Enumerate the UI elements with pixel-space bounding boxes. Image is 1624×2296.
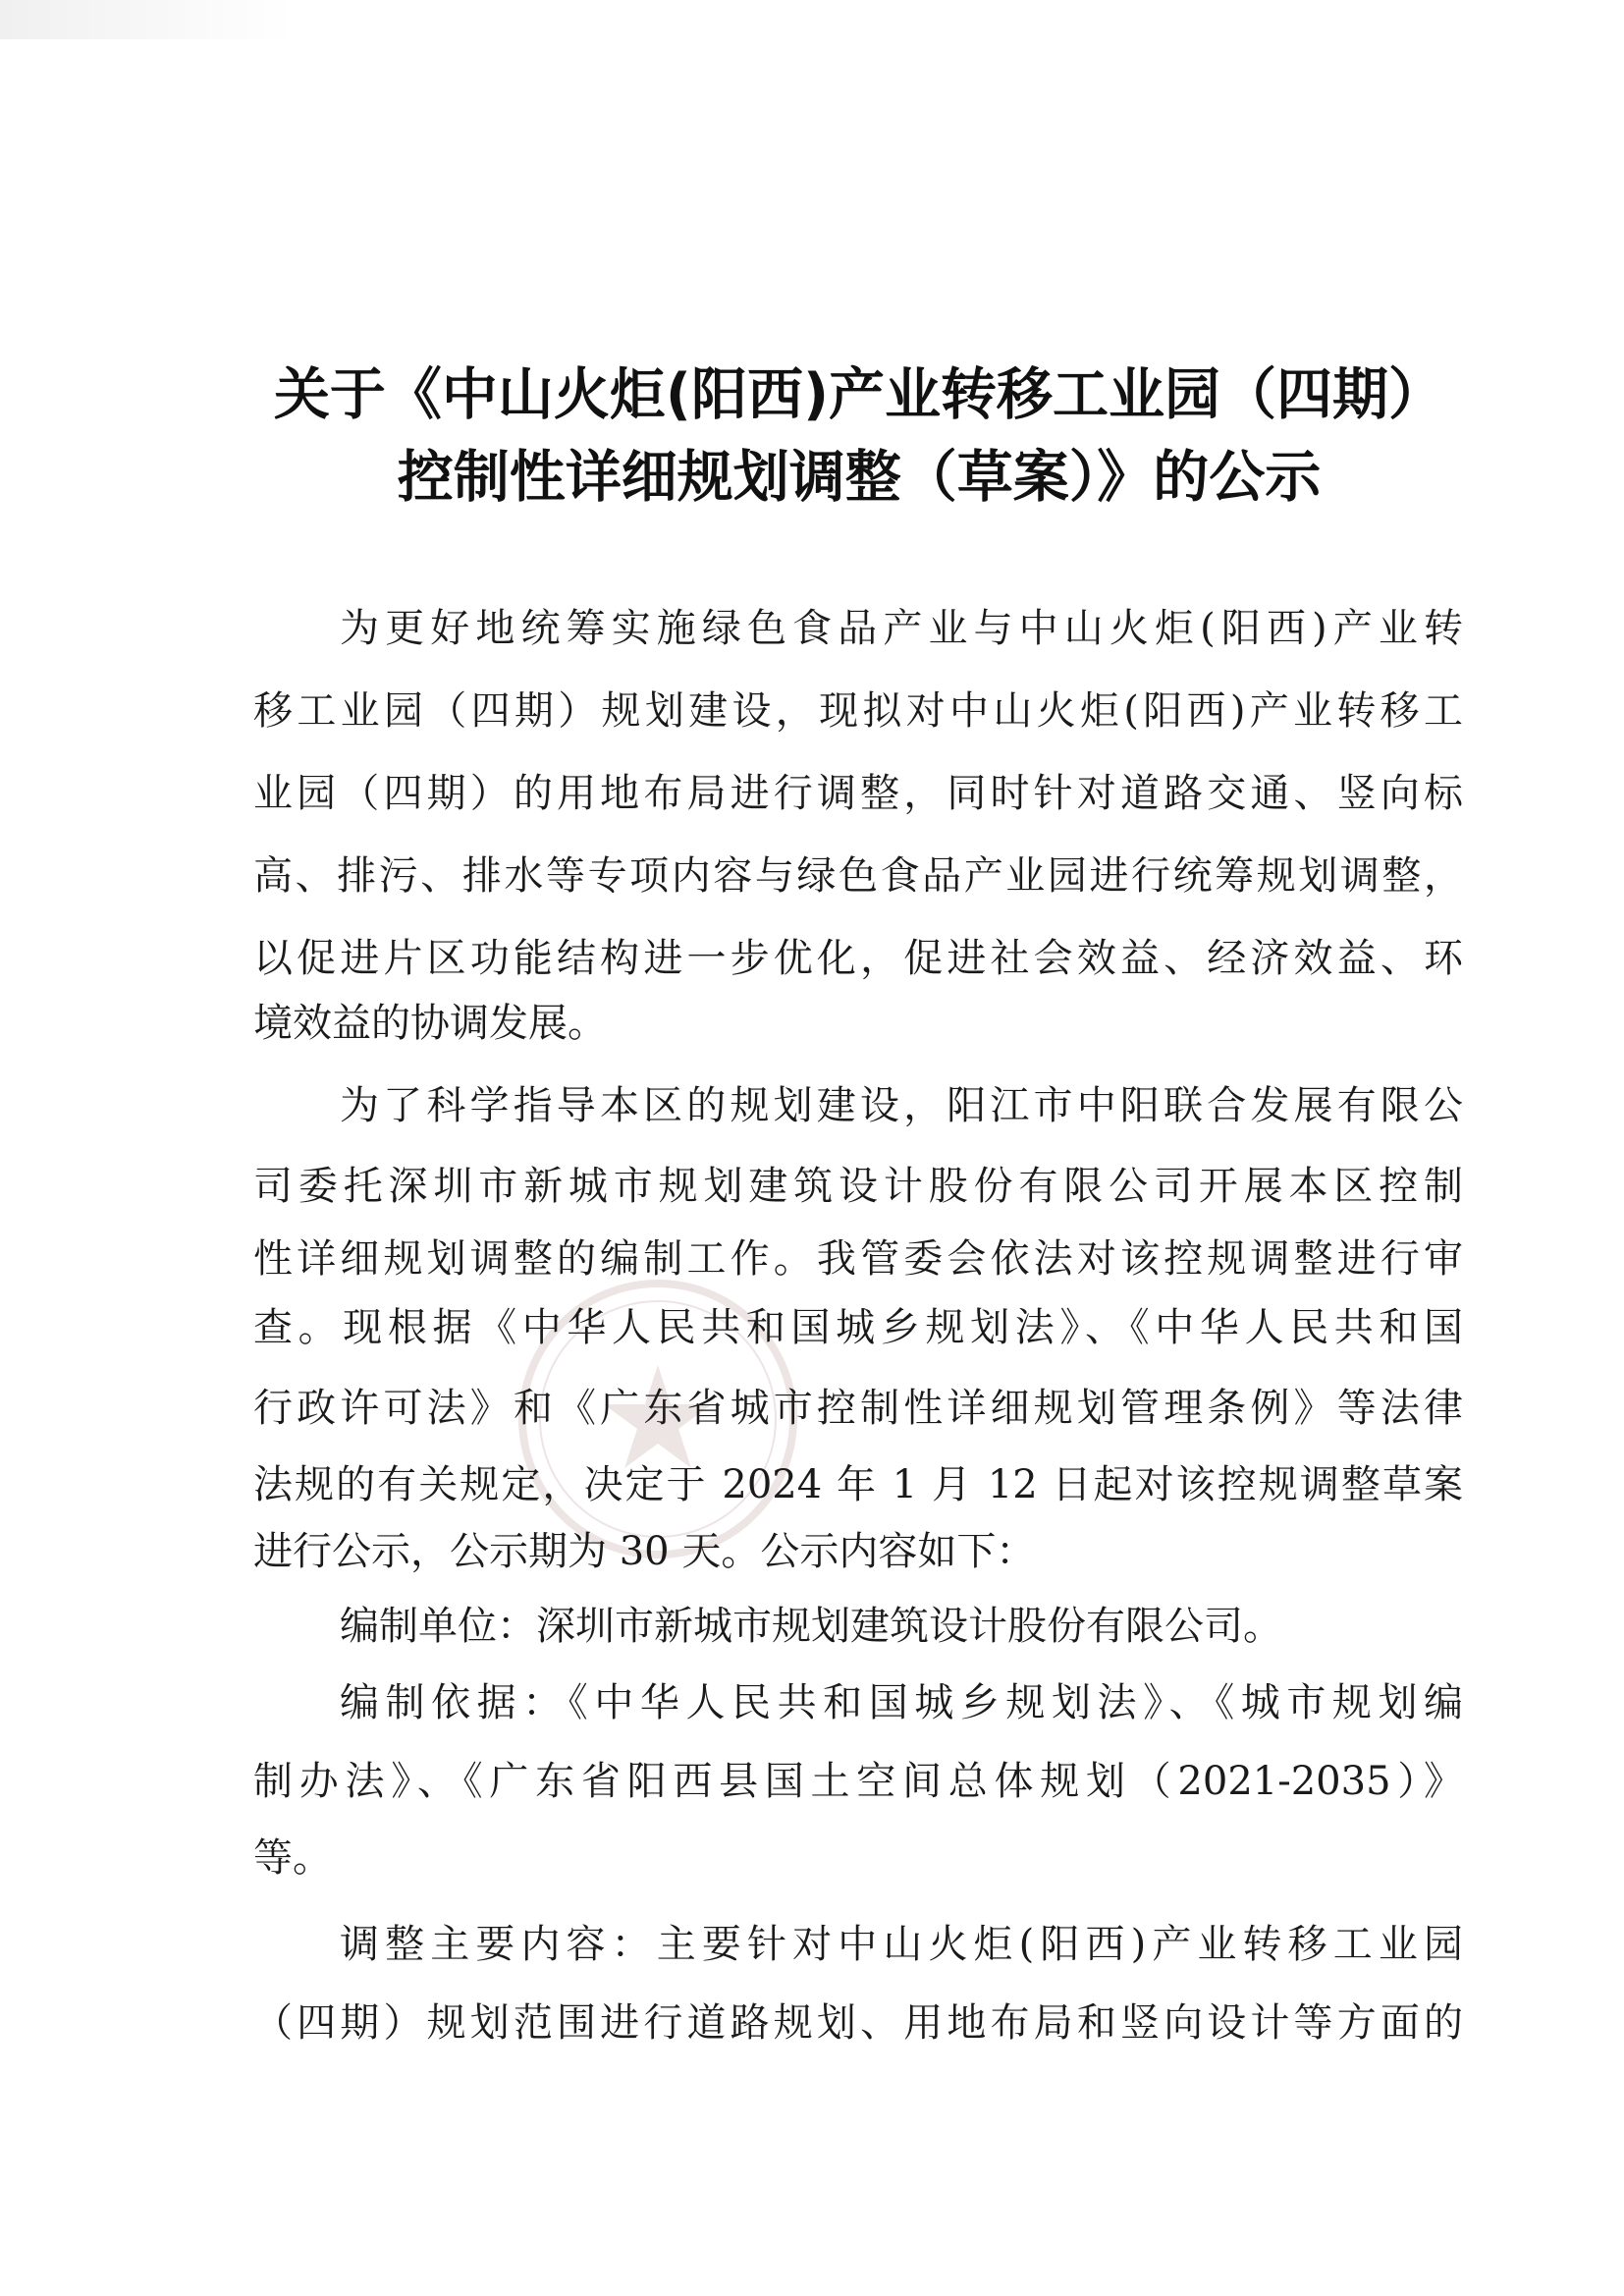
paragraph-2-line-3: 性详细规划调整的编制工作。我管委会依法对该控规调整进行审 bbox=[253, 1236, 1463, 1282]
scan-shadow bbox=[0, 0, 295, 39]
notice-title-line-2: 控制性详细规划调整（草案）》的公示 bbox=[397, 445, 1322, 510]
paragraph-2-line-2: 司委托深圳市新城市规划建筑设计股份有限公司开展本区控制 bbox=[253, 1164, 1463, 1209]
paragraph-2-line-1: 为了科学指导本区的规划建设，阳江市中阳联合发展有限公 bbox=[340, 1083, 1463, 1128]
paragraph-2-line-5: 行政许可法》和《广东省城市控制性详细规划管理条例》等法律 bbox=[253, 1386, 1463, 1431]
paragraph-1-line-1: 为更好地统筹实施绿色食品产业与中山火炬(阳西)产业转 bbox=[340, 606, 1463, 651]
compiling-basis-line-1: 编制依据：《中华人民共和国城乡规划法》、《城市规划编 bbox=[340, 1680, 1463, 1725]
paragraph-2-line-6: 法规的有关规定，决定于 2024 年 1 月 12 日起对该控规调整草案 bbox=[253, 1462, 1463, 1507]
compiling-basis-line-2: 制办法》、《广东省阳西县国土空间总体规划（2021-2035）》 bbox=[253, 1759, 1463, 1804]
notice-title-line-1: 关于《中山火炬(阳西)产业转移工业园（四期） bbox=[273, 362, 1445, 427]
compiling-basis-line-3: 等。 bbox=[253, 1835, 332, 1881]
paragraph-1-line-4: 高、排污、排水等专项内容与绿色食品产业园进行统筹规划调整， bbox=[253, 853, 1463, 899]
paragraph-2-line-7: 进行公示，公示期为 30 天。公示内容如下： bbox=[253, 1529, 1036, 1574]
adjustment-content-line-1: 调整主要内容：主要针对中山火炬(阳西)产业转移工业园 bbox=[340, 1922, 1463, 1967]
paragraph-2-line-4: 查。现根据《中华人民共和国城乡规划法》、《中华人民共和国 bbox=[253, 1305, 1463, 1350]
paragraph-1-line-5: 以促进片区功能结构进一步优化，促进社会效益、经济效益、环 bbox=[253, 936, 1463, 981]
compiling-unit-line: 编制单位：深圳市新城市规划建筑设计股份有限公司。 bbox=[340, 1604, 1282, 1649]
paragraph-1-line-2: 移工业园（四期）规划建设，现拟对中山火炬(阳西)产业转移工 bbox=[253, 688, 1463, 734]
paragraph-1-line-6: 境效益的协调发展。 bbox=[253, 1001, 607, 1046]
paragraph-1-line-3: 业园（四期）的用地布局进行调整，同时针对道路交通、竖向标 bbox=[253, 771, 1463, 816]
adjustment-content-line-2: （四期）规划范围进行道路规划、用地布局和竖向设计等方面的 bbox=[253, 2000, 1463, 2046]
